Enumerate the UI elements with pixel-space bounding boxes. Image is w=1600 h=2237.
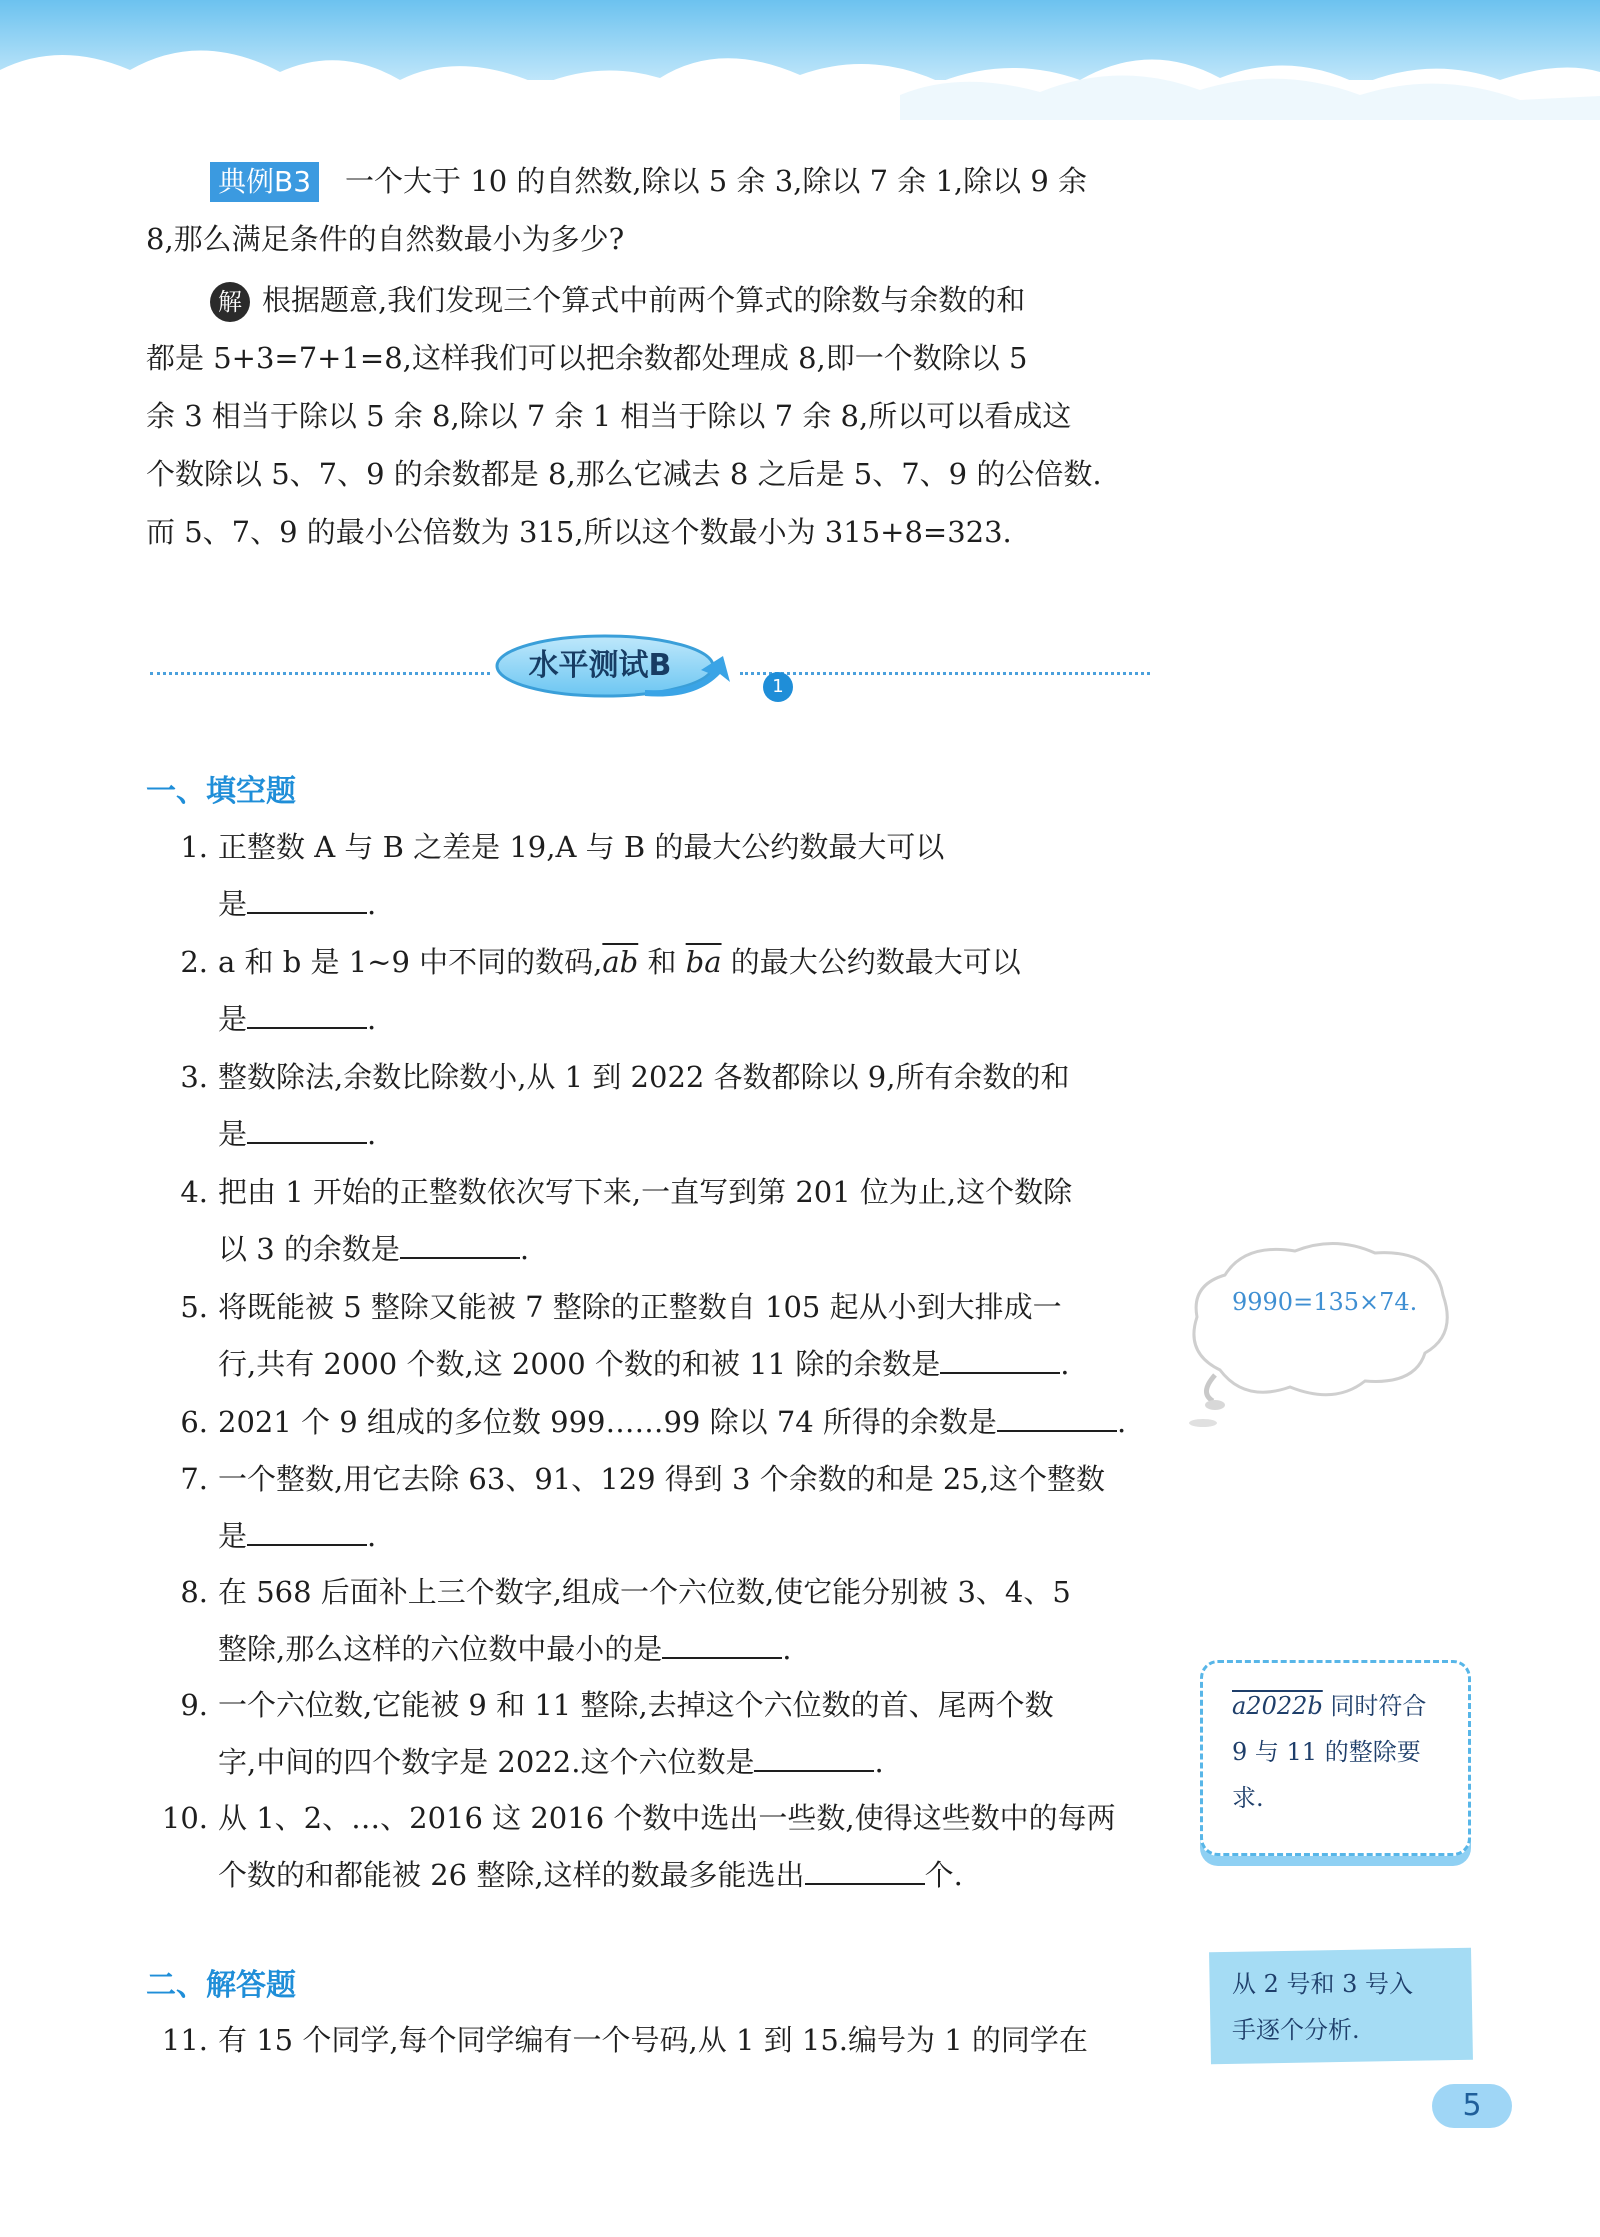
question-text: 是: [218, 1117, 248, 1151]
overline-number: a2022b: [1232, 1692, 1323, 1720]
answer-blank[interactable]: [247, 886, 367, 914]
hint-card-line-1: [1232, 1684, 1426, 1728]
solution-line: 都是 5+3=7+1=8,这样我们可以把余数都处理成 8,即一个数除以 5: [146, 341, 1028, 375]
question-8: [150, 1564, 1160, 1678]
solution-line: 个数除以 5、7、9 的余数都是 8,那么它减去 8 之后是 5、7、9 的公倍数.: [146, 457, 1102, 491]
question-text: 个.: [924, 1858, 963, 1892]
question-9: [150, 1677, 1160, 1791]
dotted-divider-right: [740, 672, 1150, 675]
header-cloud-banner: [0, 0, 1600, 150]
question-7: [150, 1451, 1160, 1565]
question-number: 10.: [161, 1801, 208, 1835]
answer-blank[interactable]: [940, 1346, 1060, 1374]
question-6: [150, 1394, 1160, 1451]
question-number: 3.: [180, 1060, 208, 1094]
question-number: 11.: [161, 2023, 208, 2057]
answer-blank[interactable]: [805, 1857, 925, 1885]
question-text: 是: [218, 1002, 248, 1036]
dotted-divider-left: [150, 672, 490, 675]
question-text: a 和 b 是 1~9 中不同的数码,: [218, 945, 603, 979]
question-text: 字,中间的四个数字是 2022.这个六位数是: [218, 1745, 755, 1779]
question-10: [150, 1790, 1160, 1904]
hint-tape-line-1: 从 2 号和 3 号入: [1232, 1970, 1414, 1998]
question-text: .: [1060, 1347, 1070, 1381]
hint-tape-line-2: 手逐个分析.: [1232, 2016, 1360, 2044]
question-text: 有 15 个同学,每个同学编有一个号码,从 1 到 15.编号为 1 的同学在: [218, 2023, 1088, 2057]
answer-blank[interactable]: [400, 1231, 520, 1259]
example-tag: 典例B3: [210, 162, 319, 202]
solution-line: 根据题意,我们发现三个算式中前两个算式的除数与余数的和: [262, 283, 1026, 317]
question-text: .: [1116, 1405, 1127, 1439]
example-question-line-1: 一个大于 10 的自然数,除以 5 余 3,除以 7 余 1,除以 9 余: [345, 164, 1088, 198]
question-number: 8.: [180, 1575, 208, 1609]
question-number: 1.: [180, 830, 208, 864]
question-text: 从 1、2、…、2016 这 2016 个数中选出一些数,使得这些数中的每两: [218, 1801, 1116, 1835]
thought-cloud: [1185, 1235, 1455, 1435]
badge-number: 1: [763, 672, 793, 702]
question-text: .: [367, 1117, 377, 1151]
question-text: 行,共有 2000 个数,这 2000 个数的和被 11 除的余数是: [218, 1347, 941, 1381]
section-fill-blank-title: 一、填空题: [146, 774, 296, 809]
answer-blank[interactable]: [247, 1116, 367, 1144]
question-11: [150, 2012, 1160, 2069]
question-text: .: [367, 887, 377, 921]
question-1: [150, 819, 1160, 933]
question-text: .: [367, 1002, 377, 1036]
question-text: 把由 1 开始的正整数依次写下来,一直写到第 201 位为止,这个数除: [218, 1175, 1073, 1209]
answer-blank[interactable]: [754, 1744, 874, 1772]
cloud-note-text: 9990=135×74.: [1232, 1288, 1418, 1316]
question-text: 整数除法,余数比除数小,从 1 到 2022 各数都除以 9,所有余数的和: [218, 1060, 1070, 1094]
question-text: 一个六位数,它能被 9 和 11 整除,去掉这个六位数的首、尾两个数: [218, 1688, 1054, 1722]
solution-line: 而 5、7、9 的最小公倍数为 315,所以这个数最小为 315+8=323.: [146, 515, 1012, 549]
question-number: 5.: [180, 1290, 208, 1324]
answer-blank[interactable]: [247, 1518, 367, 1546]
example-question-line-2: 8,那么满足条件的自然数最小为多少?: [146, 222, 625, 256]
question-text: .: [874, 1745, 884, 1779]
question-text: 2021 个 9 组成的多位数 999……99 除以 74 所得的余数是: [218, 1405, 997, 1439]
answer-blank[interactable]: [662, 1631, 782, 1659]
question-text: 是: [218, 887, 248, 921]
question-text: 在 568 后面补上三个数字,组成一个六位数,使它能分别被 3、4、5: [218, 1575, 1071, 1609]
level-test-title: 水平测试B: [528, 648, 672, 683]
example-line-1: [210, 152, 1087, 210]
hint-card-text: 同时符合: [1322, 1692, 1427, 1720]
section-answer-title: 二、解答题: [146, 1968, 296, 2003]
answer-blank[interactable]: [997, 1404, 1117, 1432]
overline-number: $\overline{ba}$: [685, 945, 722, 979]
page-number: 5: [1432, 2084, 1512, 2128]
question-text: .: [519, 1232, 530, 1266]
hint-card-line-3: 求.: [1232, 1784, 1264, 1812]
solution-tag: 解: [210, 282, 250, 322]
question-number: 9.: [180, 1688, 208, 1722]
question-text: 将既能被 5 整除又能被 7 整除的正整数自 105 起从小到大排成一: [218, 1290, 1062, 1324]
question-number: 7.: [180, 1462, 208, 1496]
question-text: 和: [638, 945, 686, 979]
answer-blank[interactable]: [247, 1001, 367, 1029]
overline-number: $\overline{ab}$: [602, 945, 639, 979]
hint-card-line-2: 9 与 11 的整除要: [1232, 1738, 1421, 1766]
question-number: 2.: [180, 945, 208, 979]
question-text: 一个整数,用它去除 63、91、129 得到 3 个余数的和是 25,这个整数: [218, 1462, 1106, 1496]
question-5: [150, 1279, 1160, 1393]
question-4: [150, 1164, 1160, 1278]
question-text: .: [782, 1632, 792, 1666]
question-2: [150, 934, 1160, 1048]
question-3: [150, 1049, 1160, 1163]
question-text: 整除,那么这样的六位数中最小的是: [218, 1632, 663, 1666]
question-text: .: [367, 1519, 377, 1553]
question-text: 是: [218, 1519, 248, 1553]
question-number: 4.: [180, 1175, 208, 1209]
question-text: 正整数 A 与 B 之差是 19,A 与 B 的最大公约数最大可以: [218, 830, 945, 864]
question-text: 以 3 的余数是: [218, 1232, 400, 1266]
question-number: 6.: [180, 1405, 208, 1439]
question-text: 个数的和都能被 26 整除,这样的数最多能选出: [218, 1858, 805, 1892]
solution-line: 余 3 相当于除以 5 余 8,除以 7 余 1 相当于除以 7 余 8,所以可以看成这: [146, 399, 1072, 433]
solution-block: [146, 271, 1156, 561]
question-text: 的最大公约数最大可以: [721, 945, 1021, 979]
